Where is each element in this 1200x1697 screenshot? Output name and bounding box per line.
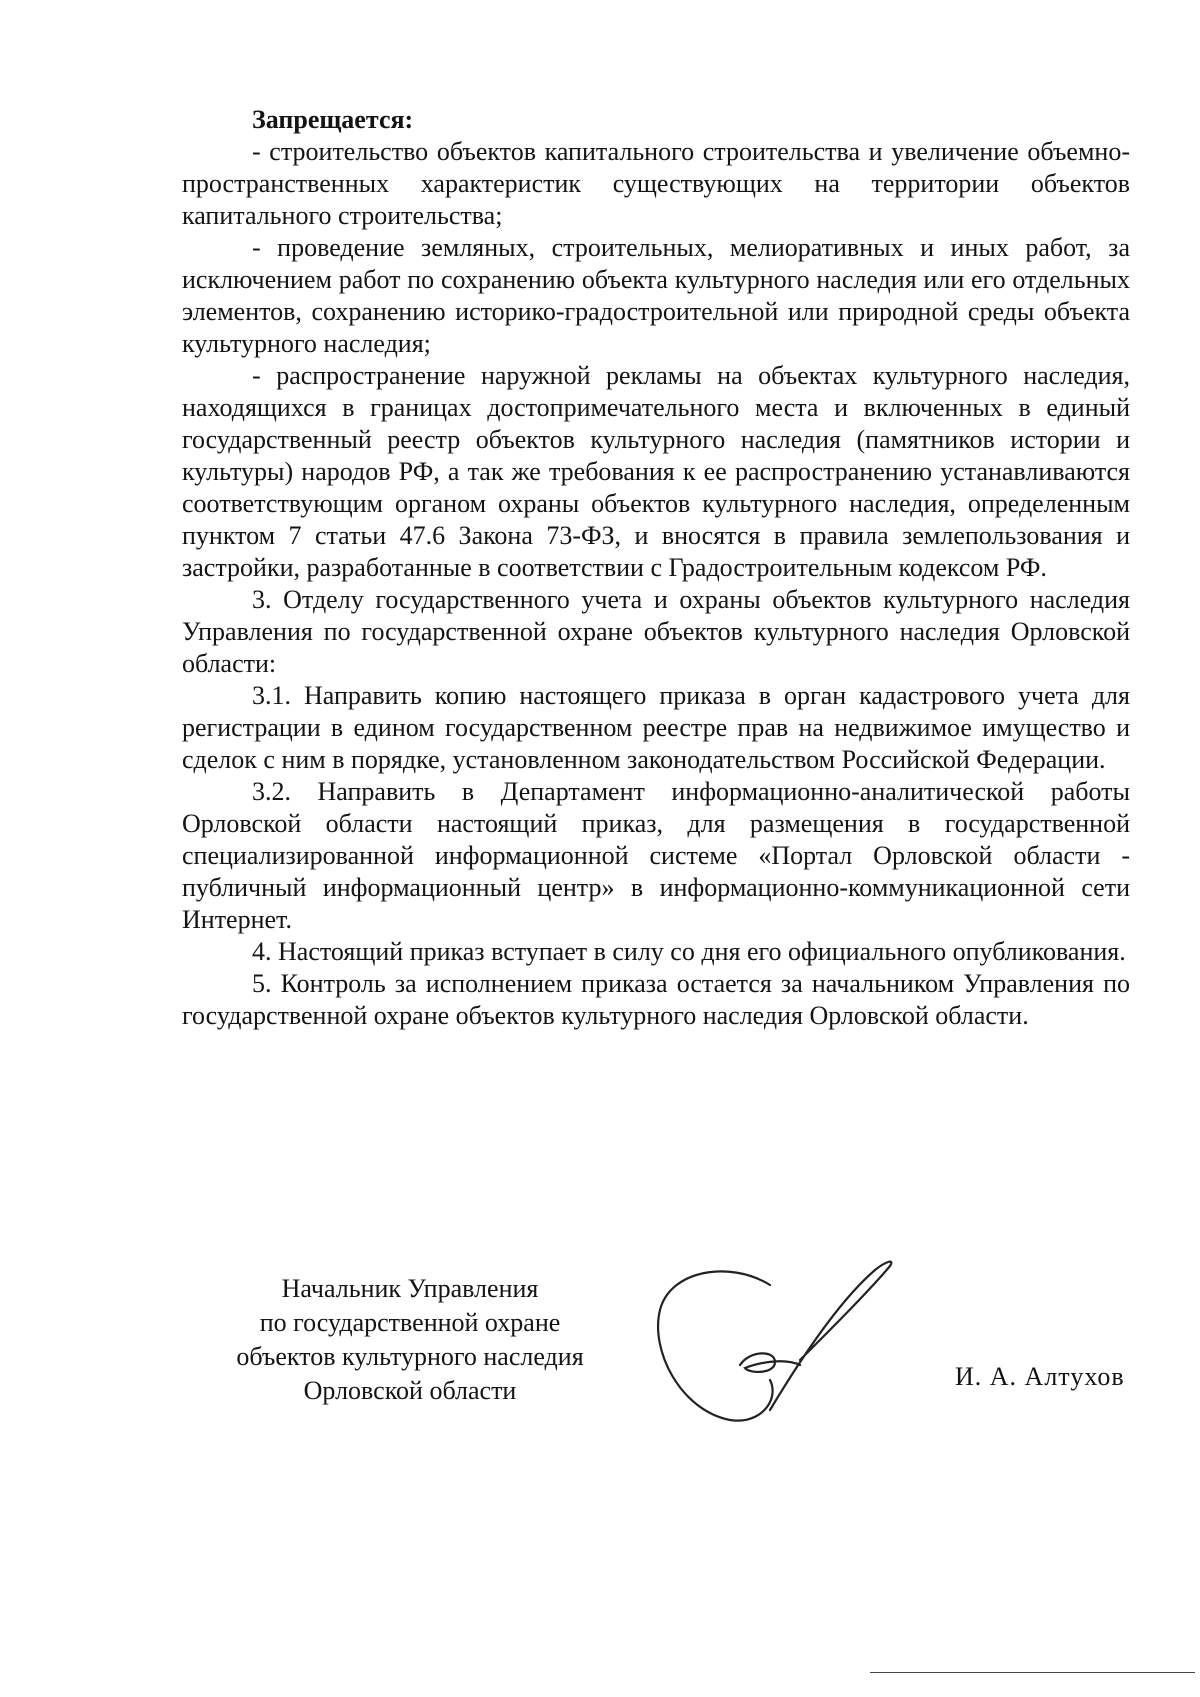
footer-rule [870,1672,1195,1673]
paragraph-earthworks: - проведение земляных, строительных, мелиоративных и иных работ, за исключением работ по сохранению объекта культурного наследия или его отдельных элементов, сохранению историко-градостроительной или природной среды объекта культурного наследия; [182,233,1130,358]
signatory-title-line: по государственной охране [259,1308,561,1337]
paragraph-clause-5: 5. Контроль за исполнением приказа остается за начальником Управления по государственной охране объектов культурного наследия Орловской области. [182,969,1130,1030]
paragraph-clause-4: 4. Настоящий приказ вступает в силу со дня его официального опубликования. [252,937,1126,966]
handwritten-signature [650,1250,910,1450]
signer-name: И. А. Алтухов [955,1362,1125,1391]
paragraph-outdoor-advertising: - распространение наружной рекламы на объектах культурного наследия, находящихся в границах достопримечательного места и включенных в единый государственный реестр объектов культурного наследия (памятников истории и культуры) народов РФ, а так же требования к ее распространению устанавливаются соответствующим органом охраны объектов культурного наследия, определенным пунктом 7 статьи 47.6 Закона 73-ФЗ, и вносятся в правила землепользования и застройки, разработанные в соответствии с Градостроительным кодексом РФ. [182,361,1130,582]
paragraph-clause-3-1: 3.1. Направить копию настоящего приказа в орган кадастрового учета для регистрации в едином государственном реестре прав на недвижимое имущество и сделок с ним в порядке, установленном законодательством Российской Федерации. [182,681,1130,774]
paragraph-clause-3-2: 3.2. Направить в Департамент информационно-аналитической работы Орловской области настоящий приказ, для размещения в государственной специализированной информационной системе «Портал Орловской области - публичный информационный центр» в информационно-коммуникационной сети Интернет. [182,777,1130,934]
paragraph-capital-construction: - строительство объектов капитального строительства и увеличение объемно-пространственных характеристик существующих на территории объектов капитального строительства; [182,137,1130,230]
paragraph-clause-3: 3. Отделу государственного учета и охраны объектов культурного наследия Управления по государственной охране объектов культурного наследия Орловской области: [182,585,1130,678]
signatory-title-block [200,1272,620,1408]
prohibitions-heading: Запрещается: [252,105,414,134]
signatory-title-line: объектов культурного наследия [236,1342,584,1371]
document-body [182,104,1130,1032]
signatory-title-line: Начальник Управления [281,1274,539,1303]
signatory-title-line: Орловской области [303,1376,517,1405]
